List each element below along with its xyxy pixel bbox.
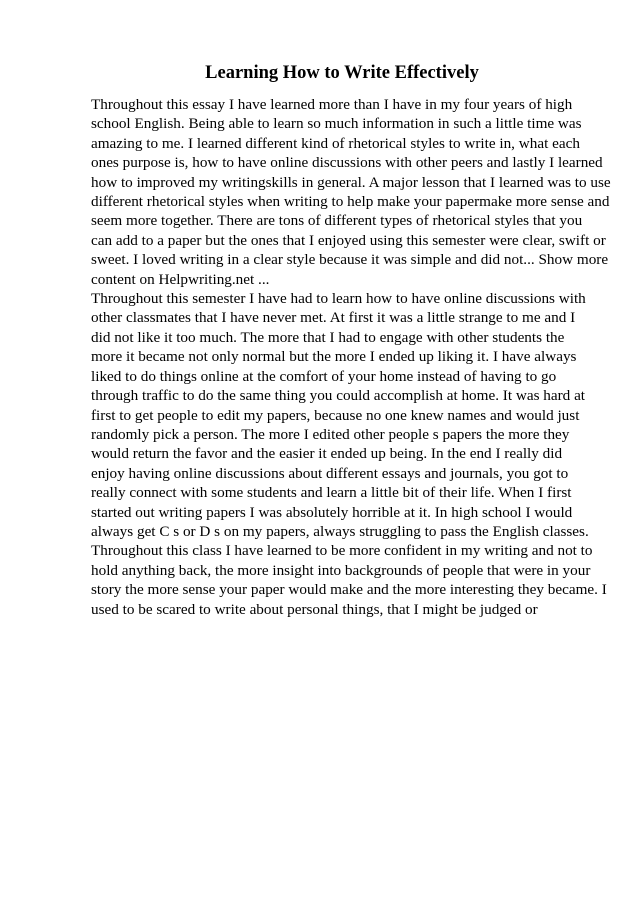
text-line: more it became not only normal but the more I ended up liking it. I have always: [91, 348, 577, 366]
text-line: Throughout this semester I have had to learn how to have online discussions with: [91, 290, 586, 308]
text-line: used to be scared to write about personal things, that I might be judged or: [91, 600, 538, 618]
text-line: Throughout this class I have learned to be more confident in my writing and not to: [91, 542, 593, 560]
text-line: first to get people to edit my papers, because no one knew names and would just: [91, 406, 580, 424]
text-line: through traffic to do the same thing you could accomplish at home. It was hard at: [91, 387, 586, 405]
text-line: did not like it too much. The more that I had to engage with other students the: [91, 328, 565, 346]
text-line: different rhetorical styles when writing to help make your papermake more sense and: [91, 193, 610, 211]
text-line: hold anything back, the more insight into backgrounds of people that were in your: [91, 561, 591, 579]
text-line: really connect with some students and learn a little bit of their life. When I first: [91, 484, 572, 502]
text-line: always get C s or D s on my papers, always struggling to pass the English classes.: [91, 522, 589, 540]
text-line: school English. Being able to learn so much information in such a little time was: [91, 115, 582, 133]
text-line: seem more together. There are tons of different types of rhetorical styles that you: [91, 212, 583, 230]
text-line: amazing to me. I learned different kind of rhetorical styles to write in, what each: [91, 134, 580, 152]
text-line: other classmates that I have never met. At first it was a little strange to me and I: [91, 309, 576, 327]
document-body: [91, 95, 611, 619]
document-title: Learning How to Write Effectively: [205, 63, 479, 83]
text-line: sweet. I loved writing in a clear style because it was simple and did not... Show more: [91, 251, 609, 269]
text-line: randomly pick a person. The more I edited other people s papers the more they: [91, 425, 570, 443]
text-line: would return the favor and the easier it ended up being. In the end I really did: [91, 445, 563, 463]
text-line: ones purpose is, how to have online discussions with other peers and lastly I learned: [91, 154, 603, 172]
text-line: story the more sense your paper would make and the more interesting they became. I: [91, 581, 607, 599]
text-line: Throughout this essay I have learned more than I have in my four years of high: [91, 96, 573, 113]
text-line: liked to do things online at the comfort of your home instead of having to go: [91, 367, 557, 385]
text-line: content on Helpwriting.net ...: [91, 270, 270, 288]
text-line: enjoy having online discussions about different essays and journals, you got to: [91, 464, 569, 482]
text-line: can add to a paper but the ones that I enjoyed using this semester were clear, swift or: [91, 231, 606, 249]
text-line: how to improved my writingskills in general. A major lesson that I learned was to use: [91, 173, 611, 191]
text-line: started out writing papers I was absolutely horrible at it. In high school I would: [91, 503, 573, 521]
